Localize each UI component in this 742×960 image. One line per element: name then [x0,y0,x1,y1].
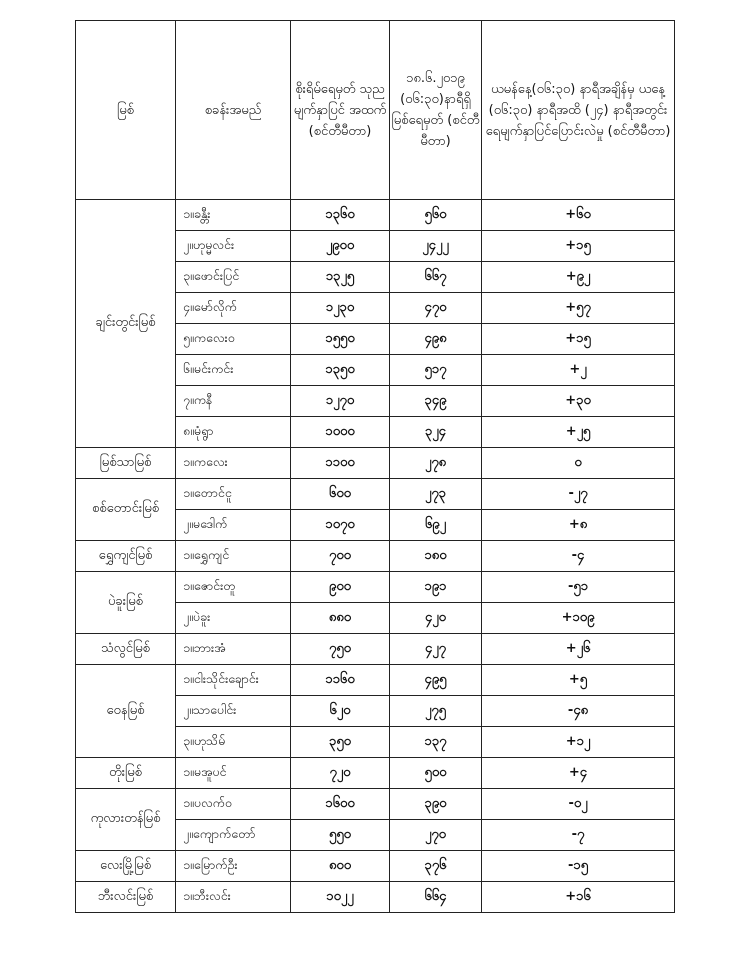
station-name-cell: ၂။ကျောက်တော် [176,820,291,851]
current-level-cell: ၃၂၄ [390,417,482,448]
table-body [76,200,675,913]
river-name-cell: ရွှေကျင်မြစ် [76,541,176,572]
danger-level-cell: ၆၀၀ [291,479,390,510]
header-row [76,21,675,200]
river-name-cell: ဘီးလင်းမြစ် [76,882,176,913]
station-name-cell: ၁။ကလေး [176,448,291,479]
level-change-cell: +၉၂ [482,262,675,293]
table-row [76,448,675,479]
level-change-cell: +၈ [482,510,675,541]
danger-level-cell: ၉၀၀ [291,572,390,603]
current-level-cell: ၂၄၂၂ [390,231,482,262]
station-name-cell: ၂။ပဲခူး [176,603,291,634]
table-row [76,634,675,665]
current-level-cell: ၄၇၀ [390,293,482,324]
station-name-cell: ၁။မအူပင် [176,758,291,789]
station-name-cell: ၈။မုံရွာ [176,417,291,448]
station-name-cell: ၁။ရွှေကျင် [176,541,291,572]
header-danger-level: စိုးရိမ်ရေမှတ် သုည မျက်နှာပြင် အထက် (စင်တီမီတာ) [291,21,390,200]
station-name-cell: ၁။တောင်ငူ [176,479,291,510]
station-name-cell: ၆။မင်းကင်း [176,355,291,386]
danger-level-cell: ၃၅၀ [291,727,390,758]
current-level-cell: ၁၈၀ [390,541,482,572]
level-change-cell: +၅ [482,665,675,696]
current-level-cell: ၄၉၅ [390,665,482,696]
current-level-cell: ၆၉၂ [390,510,482,541]
river-name-cell: မြစ်သာမြစ် [76,448,176,479]
river-name-cell: စစ်တောင်းမြစ် [76,479,176,541]
danger-level-cell: ၈၀၀ [291,851,390,882]
table-row [76,882,675,913]
table-row [76,200,675,231]
table-row [76,572,675,603]
station-name-cell: ၅။ကလေးဝ [176,324,291,355]
current-level-cell: ၅၆၀ [390,200,482,231]
danger-level-cell: ၁၃၂၅ [291,262,390,293]
level-change-cell: +၁၅ [482,324,675,355]
level-change-cell: +၂ [482,355,675,386]
station-name-cell: ၁။ငါးသိုင်းချောင်း [176,665,291,696]
danger-level-cell: ၁၂၇၀ [291,386,390,417]
table-row [76,758,675,789]
level-change-cell: +၂၆ [482,634,675,665]
current-level-cell: ၆၆၄ [390,882,482,913]
danger-level-cell: ၆၂၀ [291,696,390,727]
station-name-cell: ၃။ဖောင်းပြင် [176,262,291,293]
level-change-cell: -၂၇ [482,479,675,510]
current-level-cell: ၆၆၇ [390,262,482,293]
danger-level-cell: ၁၀၂၂ [291,882,390,913]
river-name-cell: သံလွင်မြစ် [76,634,176,665]
table-row [76,851,675,882]
current-level-cell: ၄၂၀ [390,603,482,634]
station-name-cell: ၃။ဟုသိမ် [176,727,291,758]
river-name-cell: တိုးမြစ် [76,758,176,789]
station-name-cell: ၁။ပလက်ဝ [176,789,291,820]
level-change-cell: +၄ [482,758,675,789]
danger-level-cell: ၁၆၀၀ [291,789,390,820]
level-change-cell: -၀၂ [482,789,675,820]
header-24h-change: ယမန်နေ့(၀၆:၃၀) နာရီအချိန်မှ ယနေ့ (၀၆:၃၀) နာရီအထိ (၂၄) နာရီအတွင်း ရေမျက်နှာပြင်ပြောင်းလဲမှု (စင်တီမီတာ) [482,21,675,200]
river-level-report [75,20,674,913]
level-change-cell: -၄ [482,541,675,572]
danger-level-cell: ၇၅၀ [291,634,390,665]
level-change-cell: +၁၅ [482,231,675,262]
station-name-cell: ၂။သာပေါင်း [176,696,291,727]
current-level-cell: ၁၉၁ [390,572,482,603]
danger-level-cell: ၁၅၅၀ [291,324,390,355]
station-name-cell: ၁။ဘားအံ [176,634,291,665]
danger-level-cell: ၇၀၀ [291,541,390,572]
level-change-cell: ၀ [482,448,675,479]
table-row [76,665,675,696]
danger-level-cell: ၈၈၀ [291,603,390,634]
current-level-cell: ၁၃၇ [390,727,482,758]
current-level-cell: ၄၉၈ [390,324,482,355]
river-name-cell: ပဲခူးမြစ် [76,572,176,634]
current-level-cell: ၅၁၇ [390,355,482,386]
danger-level-cell: ၇၂၀ [291,758,390,789]
table-row [76,541,675,572]
current-level-cell: ၅၀၀ [390,758,482,789]
station-name-cell: ၁။မြောက်ဦး [176,851,291,882]
station-name-cell: ၁။ဇောင်းတူ [176,572,291,603]
danger-level-cell: ၅၅၀ [291,820,390,851]
level-change-cell: -၇ [482,820,675,851]
current-level-cell: ၂၇၃ [390,479,482,510]
river-name-cell: ချင်းတွင်းမြစ် [76,200,176,448]
current-level-cell: ၂၇၀ [390,820,482,851]
current-level-cell: ၃၄၉ [390,386,482,417]
level-change-cell: -၄၈ [482,696,675,727]
header-current-level: ၁၈.၆.၂၀၁၉ (၀၆:၃၀)နာရီရှိ မြစ်ရေမှတ် (စင်တီမီတာ) [390,21,482,200]
danger-level-cell: ၁၁၆၀ [291,665,390,696]
danger-level-cell: ၁၃၅၀ [291,355,390,386]
station-name-cell: ၂။ဟုမ္မလင်း [176,231,291,262]
danger-level-cell: ၁၂၃၀ [291,293,390,324]
danger-level-cell: ၁၀၀၀ [291,417,390,448]
station-name-cell: ၁။ဘီးလင်း [176,882,291,913]
danger-level-cell: ၁၃၆၀ [291,200,390,231]
river-name-cell: ကုလားတန်မြစ် [76,789,176,851]
level-change-cell: -၁၅ [482,851,675,882]
danger-level-cell: ၁၀၇၀ [291,510,390,541]
level-change-cell: +၁၆ [482,882,675,913]
station-name-cell: ၂။မဒေါက် [176,510,291,541]
level-change-cell: +၅၇ [482,293,675,324]
current-level-cell: ၂၇၈ [390,448,482,479]
current-level-cell: ၃၉၀ [390,789,482,820]
current-level-cell: ၄၂၇ [390,634,482,665]
level-change-cell: +၁၀၉ [482,603,675,634]
river-name-cell: ဝေနမြစ် [76,665,176,758]
station-name-cell: ၇။ကနီ [176,386,291,417]
current-level-cell: ၃၇၆ [390,851,482,882]
station-name-cell: ၄။မော်လိုက် [176,293,291,324]
level-change-cell: +၁၂ [482,727,675,758]
level-change-cell: +၃၀ [482,386,675,417]
level-change-cell: -၅၁ [482,572,675,603]
current-level-cell: ၂၇၅ [390,696,482,727]
river-level-table [75,20,675,913]
station-name-cell: ၁။ခန္တီး [176,200,291,231]
level-change-cell: +၆၀ [482,200,675,231]
table-row [76,789,675,820]
header-station: စခန်းအမည် [176,21,291,200]
danger-level-cell: ၂၉၀၀ [291,231,390,262]
danger-level-cell: ၁၁၀၀ [291,448,390,479]
river-name-cell: လေးမြို့မြစ် [76,851,176,882]
table-row [76,479,675,510]
level-change-cell: +၂၅ [482,417,675,448]
header-river: မြစ် [76,21,176,200]
